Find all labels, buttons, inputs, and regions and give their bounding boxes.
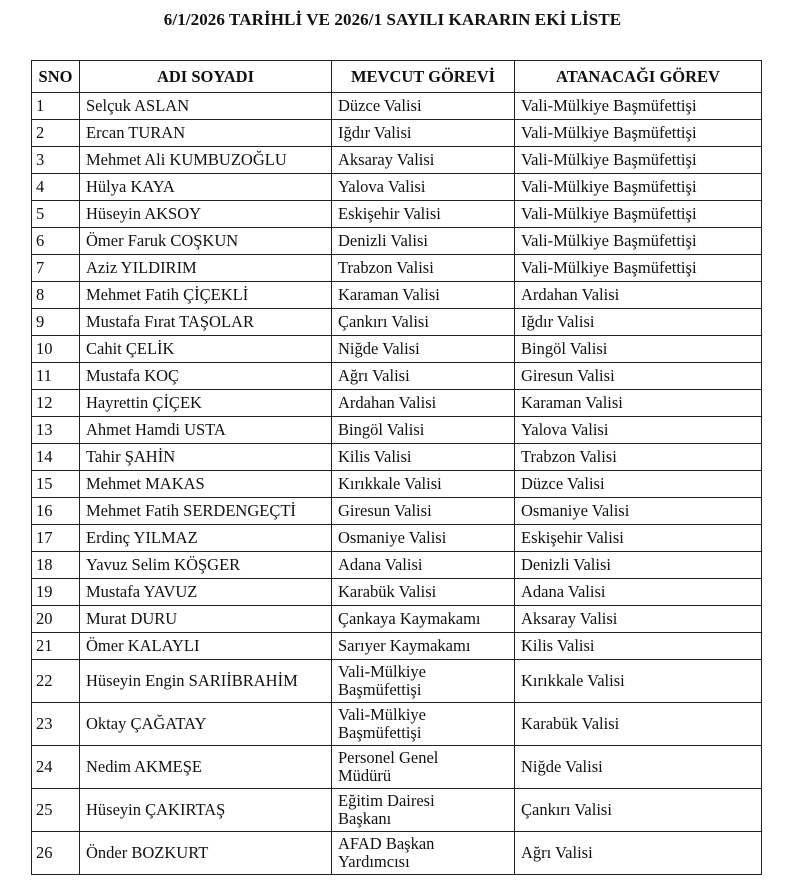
cell-name: Tahir ŞAHİN [80,444,332,471]
cell-current-position: Çankırı Valisi [332,309,515,336]
cell-current-position: Aksaray Valisi [332,147,515,174]
cell-line: Vali-Mülkiye [338,705,426,724]
document-title: 6/1/2026 TARİHLİ VE 2026/1 SAYILI KARARIN EKİ LİSTE [163,10,622,29]
cell-line: Yardımcısı [338,852,410,871]
cell-line: Başmüfettişi [338,680,422,699]
cell-target-position: Vali-Mülkiye Başmüfettişi [515,147,762,174]
cell-sno: 6 [32,228,80,255]
cell-name: Mehmet Ali KUMBUZOĞLU [80,147,332,174]
cell-name: Murat DURU [80,606,332,633]
cell-current-position: Ardahan Valisi [332,390,515,417]
cell-target-position: Vali-Mülkiye Başmüfettişi [515,174,762,201]
cell-line: Personel Genel [338,748,439,767]
cell-current-position: Yalova Valisi [332,174,515,201]
cell-name: Erdinç YILMAZ [80,525,332,552]
cell-name: Hüseyin ÇAKIRTAŞ [80,789,332,832]
cell-name: Yavuz Selim KÖŞGER [80,552,332,579]
cell-name: Mehmet Fatih ÇİÇEKLİ [80,282,332,309]
cell-sno: 1 [32,93,80,120]
cell-target-position: Ağrı Valisi [515,832,762,875]
cell-sno: 19 [32,579,80,606]
cell-name: Mustafa KOÇ [80,363,332,390]
cell-sno: 8 [32,282,80,309]
table-row [32,703,762,746]
cell-line: Başmüfettişi [338,723,422,742]
cell-target-position: Vali-Mülkiye Başmüfettişi [515,201,762,228]
cell-target-position: Yalova Valisi [515,417,762,444]
cell-target-position: Düzce Valisi [515,471,762,498]
cell-name: Aziz YILDIRIM [80,255,332,282]
cell-target-position: Osmaniye Valisi [515,498,762,525]
cell-line: Müdürü [338,766,392,785]
cell-name: Nedim AKMEŞE [80,746,332,789]
cell-sno: 3 [32,147,80,174]
cell-sno: 25 [32,789,80,832]
cell-sno: 5 [32,201,80,228]
table-row [32,444,762,471]
table-row [32,228,762,255]
cell-target-position: Adana Valisi [515,579,762,606]
cell-sno: 23 [32,703,80,746]
cell-target-position: Vali-Mülkiye Başmüfettişi [515,120,762,147]
cell-current-position: Iğdır Valisi [332,120,515,147]
cell-name: Ahmet Hamdi USTA [80,417,332,444]
cell-sno: 16 [32,498,80,525]
cell-current-position: Karabük Valisi [332,579,515,606]
cell-current-position: Düzce Valisi [332,93,515,120]
cell-name: Önder BOZKURT [80,832,332,875]
cell-current-position: Adana Valisi [332,552,515,579]
cell-name: Hüseyin AKSOY [80,201,332,228]
cell-sno: 14 [32,444,80,471]
cell-name: Hüseyin Engin SARIİBRAHİM [80,660,332,703]
table-row [32,471,762,498]
cell-sno: 9 [32,309,80,336]
table-row [32,606,762,633]
cell-current-position: Kilis Valisi [332,444,515,471]
table-row [32,120,762,147]
cell-sno: 24 [32,746,80,789]
cell-sno: 15 [32,471,80,498]
appointment-table [31,60,762,875]
cell-current-position: Eskişehir Valisi [332,201,515,228]
cell-name: Mustafa YAVUZ [80,579,332,606]
cell-target-position: Niğde Valisi [515,746,762,789]
cell-sno: 4 [32,174,80,201]
cell-sno: 2 [32,120,80,147]
cell-sno: 21 [32,633,80,660]
cell-name: Mehmet MAKAS [80,471,332,498]
header-current-position: MEVCUT GÖREVİ [332,61,515,93]
cell-line: AFAD Başkan [338,834,435,853]
table-row [32,579,762,606]
cell-name: Hayrettin ÇİÇEK [80,390,332,417]
cell-sno: 18 [32,552,80,579]
cell-current-position: Denizli Valisi [332,228,515,255]
cell-current-position [332,789,515,832]
header-sno: SNO [32,61,80,93]
table-row [32,746,762,789]
cell-current-position: Çankaya Kaymakamı [332,606,515,633]
cell-current-position: Bingöl Valisi [332,417,515,444]
cell-sno: 20 [32,606,80,633]
cell-current-position [332,746,515,789]
table-row [32,552,762,579]
cell-current-position: Kırıkkale Valisi [332,471,515,498]
cell-target-position: Karaman Valisi [515,390,762,417]
cell-target-position: Eskişehir Valisi [515,525,762,552]
table-row [32,174,762,201]
cell-name: Ömer KALAYLI [80,633,332,660]
table-row [32,660,762,703]
header-target-position: ATANACAĞI GÖREV [515,61,762,93]
cell-target-position: Giresun Valisi [515,363,762,390]
table-row [32,282,762,309]
table-row [32,93,762,120]
cell-name: Oktay ÇAĞATAY [80,703,332,746]
cell-target-position: Aksaray Valisi [515,606,762,633]
table-row [32,633,762,660]
cell-current-position: Niğde Valisi [332,336,515,363]
cell-sno: 22 [32,660,80,703]
cell-sno: 17 [32,525,80,552]
table-row [32,147,762,174]
cell-current-position: Trabzon Valisi [332,255,515,282]
cell-line: Eğitim Dairesi [338,791,435,810]
header-name: ADI SOYADI [80,61,332,93]
cell-target-position: Iğdır Valisi [515,309,762,336]
cell-name: Hülya KAYA [80,174,332,201]
cell-target-position: Karabük Valisi [515,703,762,746]
table-row [32,832,762,875]
cell-current-position [332,832,515,875]
cell-name: Selçuk ASLAN [80,93,332,120]
table-row [32,789,762,832]
cell-current-position [332,703,515,746]
cell-target-position: Trabzon Valisi [515,444,762,471]
cell-current-position: Osmaniye Valisi [332,525,515,552]
cell-target-position: Ardahan Valisi [515,282,762,309]
cell-current-position: Giresun Valisi [332,498,515,525]
cell-sno: 10 [32,336,80,363]
cell-target-position: Denizli Valisi [515,552,762,579]
cell-target-position: Vali-Mülkiye Başmüfettişi [515,93,762,120]
cell-target-position: Vali-Mülkiye Başmüfettişi [515,228,762,255]
cell-name: Mustafa Fırat TAŞOLAR [80,309,332,336]
cell-sno: 7 [32,255,80,282]
cell-line: Vali-Mülkiye [338,662,426,681]
cell-name: Ercan TURAN [80,120,332,147]
cell-target-position: Vali-Mülkiye Başmüfettişi [515,255,762,282]
cell-line: Başkanı [338,809,392,828]
table-row [32,201,762,228]
table-body [32,93,762,875]
table-row [32,417,762,444]
table-row [32,255,762,282]
cell-target-position: Çankırı Valisi [515,789,762,832]
table-row [32,525,762,552]
cell-sno: 12 [32,390,80,417]
cell-sno: 13 [32,417,80,444]
table-row [32,309,762,336]
cell-sno: 11 [32,363,80,390]
cell-current-position [332,660,515,703]
table-header-row [32,61,762,93]
cell-name: Mehmet Fatih SERDENGEÇTİ [80,498,332,525]
table-row [32,498,762,525]
cell-name: Ömer Faruk COŞKUN [80,228,332,255]
table-row [32,336,762,363]
cell-target-position: Kırıkkale Valisi [515,660,762,703]
table-row [32,390,762,417]
table-row [32,363,762,390]
cell-current-position: Sarıyer Kaymakamı [332,633,515,660]
cell-sno: 26 [32,832,80,875]
cell-target-position: Kilis Valisi [515,633,762,660]
cell-target-position: Bingöl Valisi [515,336,762,363]
cell-current-position: Karaman Valisi [332,282,515,309]
cell-current-position: Ağrı Valisi [332,363,515,390]
cell-name: Cahit ÇELİK [80,336,332,363]
